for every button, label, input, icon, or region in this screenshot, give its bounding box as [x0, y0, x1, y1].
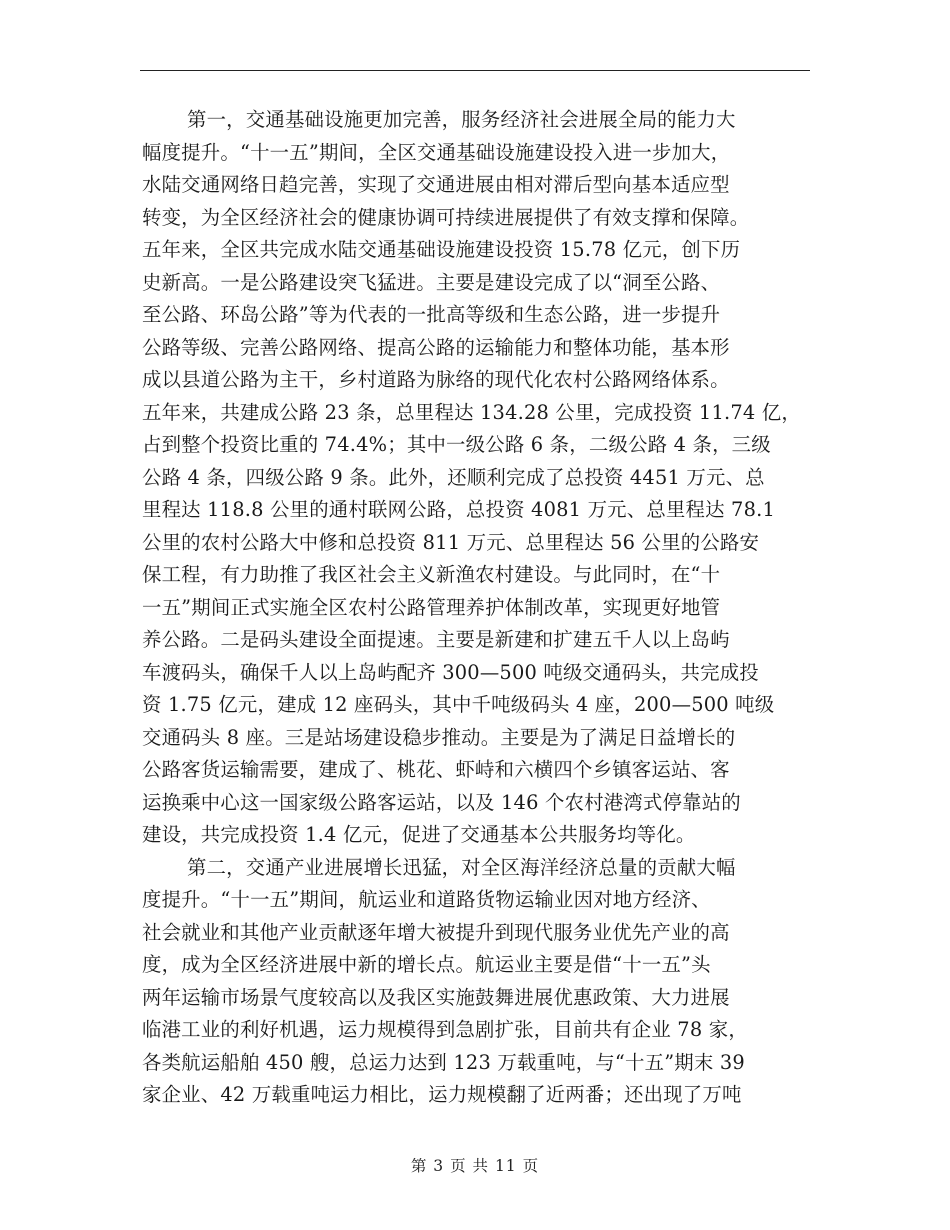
paragraph-line: 转变，为全区经济社会的健康协调可持续进展提供了有效支撑和保障。 — [142, 205, 750, 229]
paragraph-line: 资 1.75 亿元，建成 12 座码头，其中千吨级码头 4 座，200—500 吨级 — [142, 693, 775, 716]
paragraph-line: 两年运输市场景气度较高以及我区实施鼓舞进展优惠政策、大力进展 — [142, 985, 730, 1009]
paragraph-line: 公路客货运输需要，建成了、桃花、虾峙和六横四个乡镇客运站、客 — [142, 758, 730, 781]
paragraph-line: 各类航运船舶 450 艘，总运力达到 123 万载重吨，与“十五”期末 39 — [142, 1050, 745, 1074]
paragraph-line: 度，成为全区经济进展中新的增长点。航运业主要是借“十一五”头 — [142, 953, 711, 976]
paragraph-line: 五年来，全区共完成水陆交通基础设施建设投资 15.78 亿元，创下历 — [142, 238, 741, 261]
paragraph-line: 至公路、环岛公路”等为代表的一批高等级和生态公路，进一步提升 — [142, 303, 721, 326]
paragraph-line: 水陆交通网络日趋完善，实现了交通进展由相对滞后型向基本适应型 — [142, 173, 730, 196]
paragraph-line: 第二，交通产业进展增长迅猛，对全区海洋经济总量的贡献大幅 — [187, 855, 736, 879]
paragraph-line: 第一，交通基础设施更加完善，服务经济社会进展全局的能力大 — [187, 108, 736, 131]
page-number-footer: 第 3 页 共 11 页 — [410, 1157, 540, 1175]
paragraph-line: 度提升。“十一五”期间，航运业和道路货物运输业因对地方经济、 — [142, 888, 711, 911]
paragraph-line: 公路 4 条，四级公路 9 条。此外，还顺利完成了总投资 4451 万元、总 — [142, 465, 765, 489]
paragraph-line: 建设，共完成投资 1.4 亿元，促进了交通基本公共服务均等化。 — [142, 823, 696, 846]
paragraph-line: 成以县道公路为主干，乡村道路为脉络的现代化农村公路网络体系。 — [142, 368, 730, 391]
body-text — [142, 104, 810, 1112]
paragraph-line: 社会就业和其他产业贡献逐年增大被提升到现代服务业优先产业的高 — [142, 920, 730, 944]
paragraph-line: 公里的农村公路大中修和总投资 811 万元、总里程达 56 公里的公路安 — [142, 530, 760, 554]
paragraph-line: 运换乘中心这一国家级公路客运站，以及 146 个农村港湾式停靠站的 — [142, 790, 741, 814]
paragraph-line: 里程达 118.8 公里的通村联网公路，总投资 4081 万元、总里程达 78.1 — [142, 498, 776, 521]
paragraph-line: 公路等级、完善公路网络、提高公路的运输能力和整体功能，基本形 — [142, 335, 730, 359]
paragraph-line: 五年来，共建成公路 23 条，总里程达 134.28 公里，完成投资 11.74 亿， — [142, 400, 801, 424]
header-rule — [140, 70, 810, 71]
paragraph-line: 养公路。二是码头建设全面提速。主要是新建和扩建五千人以上岛屿 — [142, 628, 730, 651]
paragraph-line: 占到整个投资比重的 74.4%；其中一级公路 6 条，二级公路 4 条，三级 — [142, 433, 771, 456]
paragraph-line: 家企业、42 万载重吨运力相比，运力规模翻了近两番；还出现了万吨 — [142, 1083, 742, 1106]
paragraph-line: 车渡码头，确保千人以上岛屿配齐 300—500 吨级交通码头，共完成投 — [142, 660, 759, 684]
paragraph-line: 史新高。一是公路建设突飞猛进。主要是建设完成了以“洞至公路、 — [142, 270, 721, 294]
paragraph-line: 交通码头 8 座。三是站场建设稳步推动。主要是为了满足日益增长的 — [142, 725, 736, 749]
paragraph-line: 一五”期间正式实施全区农村公路管理养护体制改革，实现更好地管 — [142, 595, 721, 619]
paragraph-line: 保工程，有力助推了我区社会主义新渔农村建设。与此同时，在“十 — [142, 563, 721, 586]
paragraph-line: 幅度提升。“十一五”期间，全区交通基础设施建设投入进一步加大， — [142, 140, 731, 164]
paragraph-line: 临港工业的利好机遇，运力规模得到急剧扩张，目前共有企业 78 家， — [142, 1018, 748, 1041]
